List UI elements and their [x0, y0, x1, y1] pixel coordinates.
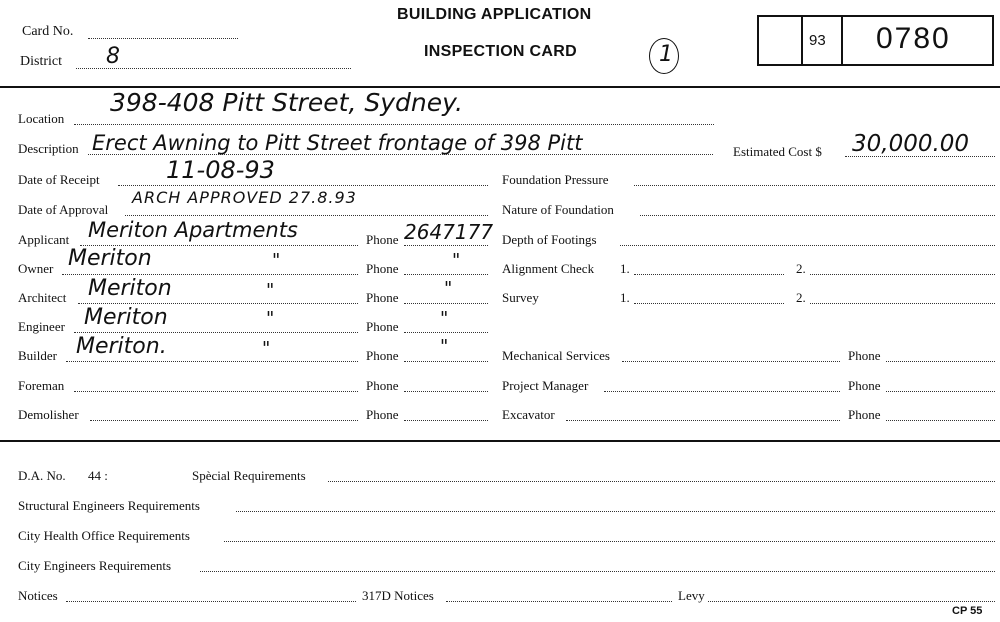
builder-phone-ditto: ": [440, 336, 449, 357]
builder-field[interactable]: [66, 361, 358, 362]
estimated-cost-value: 30,000.00: [852, 131, 970, 157]
builder-ditto: ": [262, 338, 271, 359]
engineer-label: Engineer: [18, 319, 65, 334]
applicant-value: Meriton Apartments: [88, 218, 298, 242]
mechanical-services-phone-label: Phone: [848, 348, 881, 363]
date-of-receipt-value: 11-08-93: [166, 156, 275, 184]
circled-mark: [649, 38, 679, 74]
builder-phone-field[interactable]: [404, 361, 488, 362]
foundation-pressure-field[interactable]: [634, 185, 995, 186]
alignment-check-opt2: 2.: [796, 261, 806, 276]
da-no-value: 44 :: [88, 468, 108, 483]
notices-317d-label: 317D Notices: [362, 588, 434, 603]
foreman-phone-field[interactable]: [404, 391, 488, 392]
depth-of-footings-field[interactable]: [620, 245, 995, 246]
description-value: Erect Awning to Pitt Street frontage of 398 Pitt: [92, 131, 583, 155]
demolisher-phone-label: Phone: [366, 407, 399, 422]
owner-ditto: ": [272, 250, 281, 271]
applicant-phone-label: Phone: [366, 232, 399, 247]
city-health-office-field[interactable]: [224, 541, 995, 542]
date-of-receipt-label: Date of Receipt: [18, 172, 100, 187]
architect-phone-ditto: ": [444, 278, 453, 299]
owner-phone-ditto: ": [452, 250, 461, 271]
engineer-value: Meriton: [84, 305, 168, 330]
alignment-check-field-2[interactable]: [810, 274, 995, 275]
date-of-approval-value: ARCH APPROVED 27.8.93: [132, 188, 357, 207]
form-title-line1: BUILDING APPLICATION: [397, 6, 592, 23]
date-of-approval-field[interactable]: [125, 215, 488, 216]
section-rule: [0, 440, 1000, 442]
architect-value: Meriton: [88, 276, 172, 301]
excavator-label: Excavator: [502, 407, 555, 422]
engineer-phone-field[interactable]: [404, 332, 488, 333]
alignment-check-field-1[interactable]: [634, 274, 784, 275]
project-manager-label: Project Manager: [502, 378, 589, 393]
nature-of-foundation-label: Nature of Foundation: [502, 202, 614, 217]
demolisher-label: Demolisher: [18, 407, 79, 422]
engineer-ditto: ": [266, 308, 275, 329]
excavator-phone-label: Phone: [848, 407, 881, 422]
alignment-check-label: Alignment Check: [502, 261, 595, 276]
levy-label: Levy: [678, 588, 705, 603]
structural-engineers-label: Structural Engineers Requirements: [18, 498, 200, 513]
circled-mark-text: 1: [659, 42, 673, 67]
date-of-approval-label: Date of Approval: [18, 202, 109, 217]
architect-label: Architect: [18, 290, 67, 305]
card-no-label: Card No.: [22, 24, 74, 39]
owner-label: Owner: [18, 261, 54, 276]
foreman-label: Foreman: [18, 378, 65, 393]
applicant-phone-value: 2647177: [404, 220, 494, 244]
city-engineers-field[interactable]: [200, 571, 995, 572]
owner-phone-field[interactable]: [404, 274, 488, 275]
project-manager-phone-field[interactable]: [886, 391, 995, 392]
district-label: District: [20, 54, 62, 69]
card-number: 0780: [876, 22, 951, 55]
survey-opt2: 2.: [796, 290, 806, 305]
location-label: Location: [18, 111, 65, 126]
applicant-label: Applicant: [18, 232, 70, 247]
excavator-field[interactable]: [566, 420, 840, 421]
survey-field-1[interactable]: [634, 303, 784, 304]
nature-of-foundation-field[interactable]: [640, 215, 995, 216]
estimated-cost-label: Estimated Cost $: [733, 144, 822, 159]
card-year-code: 93: [809, 32, 826, 49]
architect-ditto: ": [266, 280, 275, 301]
da-no-label: D.A. No.: [18, 468, 66, 483]
builder-phone-label: Phone: [366, 348, 399, 363]
demolisher-phone-field[interactable]: [404, 420, 488, 421]
builder-value: Meriton.: [76, 334, 167, 359]
owner-field[interactable]: [62, 274, 358, 275]
survey-label: Survey: [502, 290, 539, 305]
levy-field[interactable]: [708, 601, 995, 602]
location-field[interactable]: [74, 124, 714, 125]
engineer-field[interactable]: [74, 332, 358, 333]
applicant-phone-field[interactable]: [404, 245, 488, 246]
engineer-phone-ditto: ": [440, 308, 449, 329]
mechanical-services-field[interactable]: [622, 361, 840, 362]
district-value: 8: [106, 44, 120, 69]
description-label: Description: [18, 141, 79, 156]
city-engineers-label: City Engineers Requirements: [18, 558, 172, 573]
mechanical-services-label: Mechanical Services: [502, 348, 610, 363]
notices-label: Notices: [18, 588, 58, 603]
foundation-pressure-label: Foundation Pressure: [502, 172, 609, 187]
owner-phone-label: Phone: [366, 261, 399, 276]
engineer-phone-label: Phone: [366, 319, 399, 334]
project-manager-field[interactable]: [604, 391, 840, 392]
architect-phone-field[interactable]: [404, 303, 488, 304]
foreman-phone-label: Phone: [366, 378, 399, 393]
form-title-line2: INSPECTION CARD: [424, 43, 577, 60]
builder-label: Builder: [18, 348, 57, 363]
special-requirements-field[interactable]: [328, 481, 995, 482]
architect-phone-label: Phone: [366, 290, 399, 305]
card-no-field[interactable]: [88, 38, 238, 39]
alignment-check-opt1: 1.: [620, 261, 630, 276]
architect-field[interactable]: [78, 303, 358, 304]
structural-engineers-field[interactable]: [236, 511, 995, 512]
city-health-office-label: City Health Office Requirements: [18, 528, 190, 543]
demolisher-field[interactable]: [90, 420, 358, 421]
excavator-phone-field[interactable]: [886, 420, 995, 421]
survey-field-2[interactable]: [810, 303, 995, 304]
card-number-box: [757, 15, 994, 66]
form-code: CP 55: [952, 605, 983, 617]
notices-317d-field[interactable]: [446, 601, 672, 602]
owner-value: Meriton: [68, 246, 152, 271]
survey-opt1: 1.: [620, 290, 630, 305]
foreman-field[interactable]: [74, 391, 358, 392]
notices-field[interactable]: [66, 601, 356, 602]
special-requirements-label: Spècial Requirements: [192, 468, 306, 483]
project-manager-phone-label: Phone: [848, 378, 881, 393]
depth-of-footings-label: Depth of Footings: [502, 232, 597, 247]
mechanical-services-phone-field[interactable]: [886, 361, 995, 362]
location-value: 398-408 Pitt Street, Sydney.: [110, 88, 463, 117]
date-of-receipt-field[interactable]: [118, 185, 488, 186]
